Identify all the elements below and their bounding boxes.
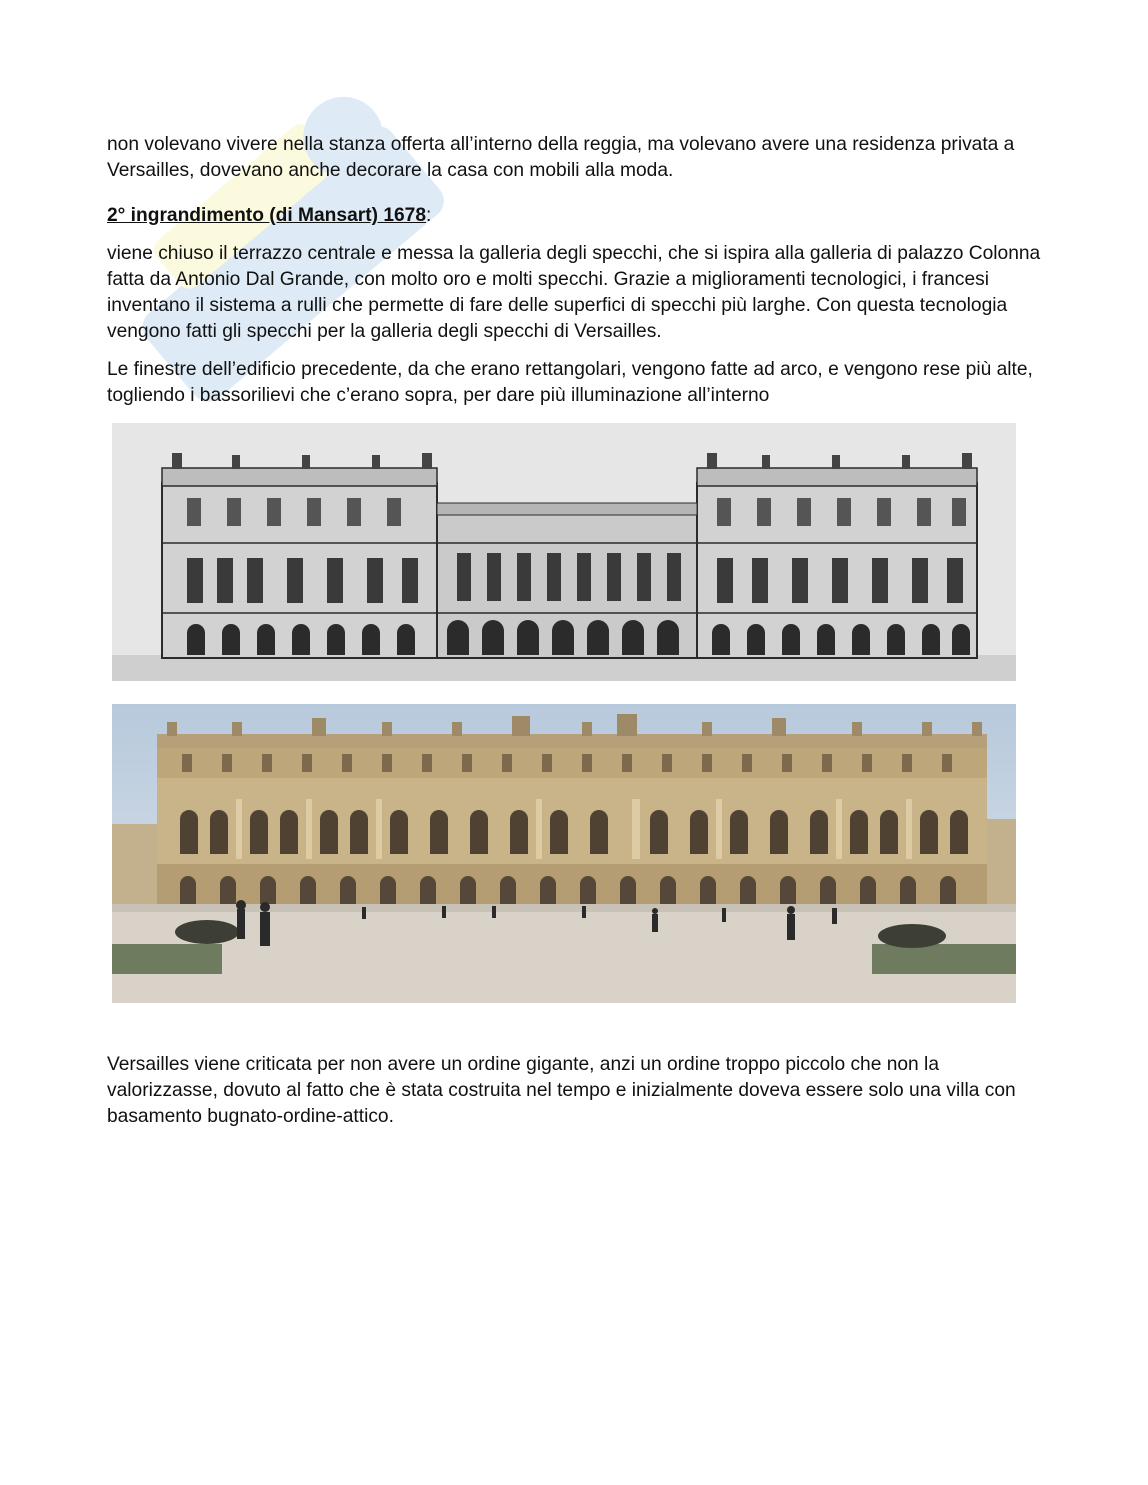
section-heading-colon: : <box>426 205 432 226</box>
section-heading <box>107 203 1042 229</box>
engraving-facade-image <box>112 423 1016 681</box>
section-heading-text: 2° ingrandimento (di Mansart) 1678 <box>107 205 427 226</box>
photo-facade-image <box>112 704 1016 1003</box>
paragraph-intro: non volevano vivere nella stanza offerta all’interno della reggia, ma volevano avere una residenza privata a Versailles, dovevano anche decorare la casa con mobili alla moda. <box>107 134 1015 181</box>
paragraph-finestre: Le finestre dell’edificio precedente, da che erano rettangolari, vengono fatte ad arco, e vengono rese più alte, togliendo i bassorilievi che c’erano sopra, per dare più illuminazione all’interno <box>107 359 1033 406</box>
paragraph-critica: Versailles viene criticata per non avere un ordine gigante, anzi un ordine troppo piccolo che non la valorizzasse, dovuto al fatto che è stata costruita nel tempo e inizialmente doveva essere solo una villa con basamento bugnato-ordine-attico. <box>107 1054 1016 1127</box>
paragraph-galleria: viene chiuso il terrazzo centrale e messa la galleria degli specchi, che si ispira alla galleria di palazzo Colonna fatta da Antonio Dal Grande, con molto oro e molti specchi. Grazie a miglioramenti tecnologici, i francesi inventano il sistema a rulli che permette di fare delle superfici di specchi più larghe. Con questa tecnologia vengono fatti gli specchi per la galleria degli specchi di Versailles. <box>107 243 1041 342</box>
